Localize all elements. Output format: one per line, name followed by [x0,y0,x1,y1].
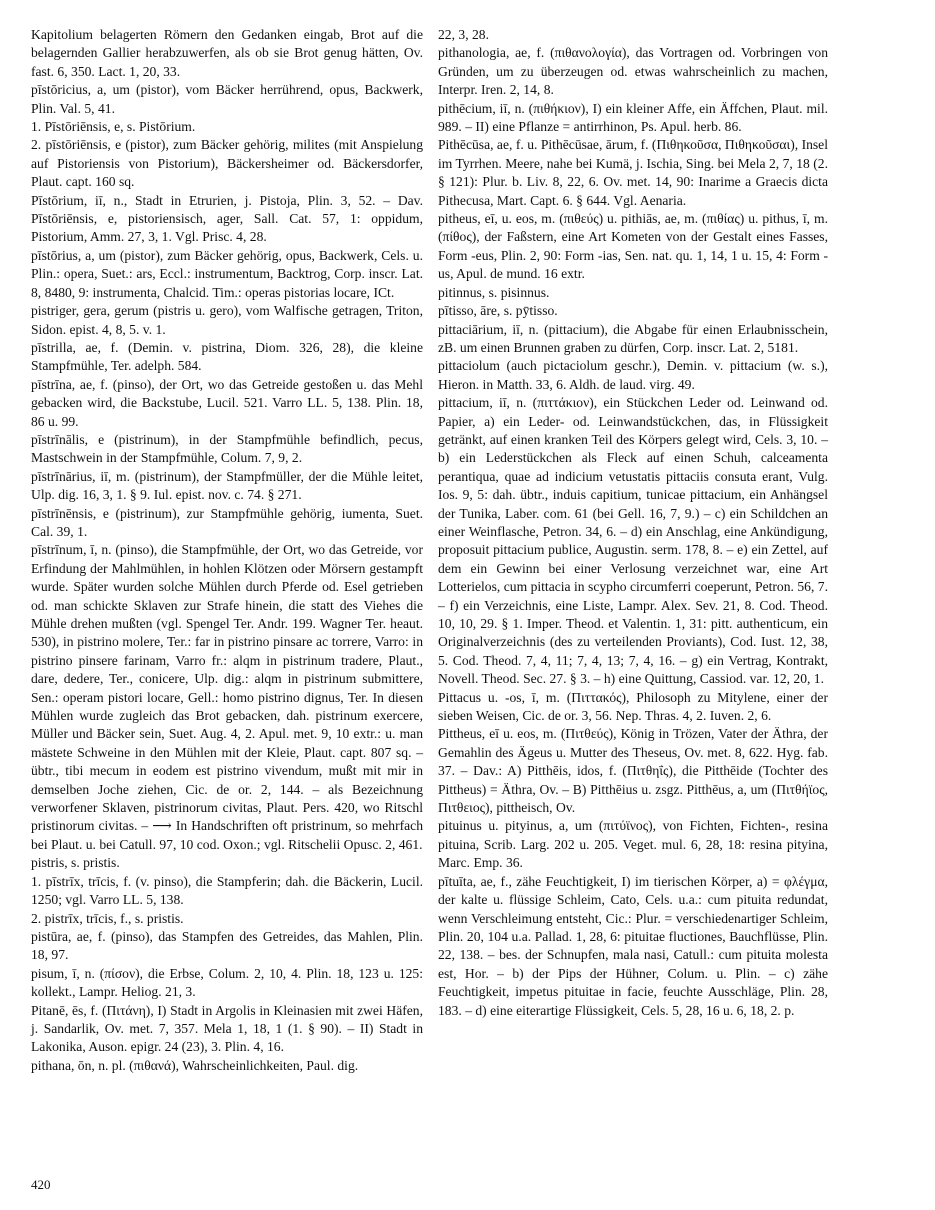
entry-pitane: Pitanē, ēs, f. (Πιτάνη), I) Stadt in Argolis in Kleinasien mit zwei Häfen, j. Sandarlik, Ov. met. 7, 357. Mela 1, 18, 1 (1. § 90). – II) Stadt in Lakonika, Auson. epigr. 24 (23), 3. Plin. 4, 16. [31,1002,423,1055]
entry-pistrinum: pīstrīnum, ī, n. (pinso), die Stampfmühle, der Ort, wo das Getreide, vor Erfindung der Mahlmühlen, in hohlen Klötzen oder Mörsern gestampft wurde. Später wurden solche Mühlen durch Pferde od. Esel getrieben od. man schickte Sklaven zur Strafe hinein, die statt des Viehes die Mühle drehen mußten (vgl. Spengel Ter. Andr. 199. Wagner Ter. heaut. 530), in pistrino molere, Ter.: far in pistrino pinsare ac torrere, Varro: in pistrino pinsere farinam, Varro fr.: alqm in pistrinum tradere, Plaut., dare, dedere, Ter., conicere, Ulp. dig.: alqm in pistrinum submittere, Sen.: operam pistori locare, Gell.: homo pistrino dignus, Ter. In diesen Mühlen wurde zugleich das Brot gebacken, dah. pistrinum exercere, Müller und Bäcker sein, Suet. Aug. 4, 2. Apul. met. 9, 10 extr.: u. man mästete Schweine in den Mühlen mit der Kleie, Plaut. capt. 807 sq. – übtr., tibi mecum in eodem est pistrino vivendum, mußt mit mir in demselben Joche ziehen, Cic. de or. 2, 144. – als Bezeichnung verworfener Sklaven, pistrinorum civitas, Plaut. Pers. 420, wo Ritschl pristinorum civitas. – ⟶ In Handschriften oft pristrinum, so mehrfach bei Plaut. u. bei Catull. 97, 10 cod. Oxon.; vgl. Ritschelii Opusc. 2, 461. [31,542,423,852]
entry-pitheus: pitheus, eī, u. eos, m. (πιθεύς) u. pithiās, ae, m. (πιθίας) u. pithus, ī, m. (πίθος), der Faßstern, eine Art Kometen von der Gestalt eines Fasses, Form -eus, Plin. 2, 90: Form -ias, Sen. nat. qu. 1, 14, 1 u. 15, 4: Form -us, Apul. de mund. 16 extr. [438,211,828,282]
entry-pistoricius: pīstōricius, a, um (pistor), vom Bäcker herrührend, opus, Backwerk, Plin. Val. 5, 41. [31,82,423,116]
entry-pistriger: pistriger, gera, gerum (pistris u. gero), vom Walfische getragen, Triton, Sidon. epist. 4, 8, 5. v. 1. [31,303,423,337]
entry-pitinnus: pitinnus, s. pisinnus. [438,284,550,300]
entry-pisum: pisum, ī, n. (πίσον), die Erbse, Colum. 2, 10, 4. Plin. 18, 123 u. 125: kollekt., Lampr. Heliog. 21, 3. [31,965,423,1000]
entry-pistrix-2: 2. pistrīx, trīcis, f., s. pristis. [31,910,184,926]
entry-pistorius: pīstōrius, a, um (pistor), zum Bäcker gehörig, opus, Backwerk, Cels. u. Plin.: opera, Suet.: ars, Eccl.: instrumentum, Backtrog, Corp. inscr. Lat. 8, 8480, 9: instrumenta, Chalcid. Tim.: operas pistorias locare, ICt. [31,247,423,300]
entry-pistrinensis: pīstrīnēnsis, e (pistrinum), zur Stampfmühle gehörig, iumenta, Suet. Cal. 39, 1. [31,505,423,539]
entry-pithecusa: Pithēcūsa, ae, f. u. Pithēcūsae, ārum, f. (Πιθηκοῦσα, Πιθηκοῦσαι), Insel im Tyrrhen. Meere, nahe bei Kumä, j. Ischia, Sing. bei Mela 2, 7, 18 (2. § 121): Plur. b. Liv. 8, 22, 6. Ov. met. 14, 90: Inarime a Graecis dicta Pithecusa, Mart. Capt. 6. § 644. Vgl. Aenaria. [438,137,828,208]
entry-pistura: pistūra, ae, f. (pinso), das Stampfen des Getreides, das Mahlen, Plin. 18, 97. [31,928,423,963]
entry-pitisso: pītisso, āre, s. pȳtisso. [438,303,558,319]
entry-pituinus: pituinus u. pityinus, a, um (πιτύϊνος), von Fichten, Fichten-, resina pituina, Scrib. Larg. 202 u. 205. Veget. mul. 6, 28, 18: resina pityina, Marc. Emp. 36. [438,818,828,871]
entry-pithana-continuation: 22, 3, 28. [438,27,489,42]
entry-pistoriensis-1: 1. Pīstōriēnsis, e, s. Pistōrium. [31,119,196,135]
entry-pistris: pistris, s. pristis. [31,855,120,871]
entry-pituita: pītuīta, ae, f., zähe Feuchtigkeit, I) im tierischen Körper, a) = φλέγμα, der kalte u. flüssige Schleim, Cato, Cels. u.a.: cum pituita redundat, wenn Verschleimung entsteht, Cic.: Plur. = verschiedenartiger Schleim, Plin. 20, 104 u.a. Pallad. 1, 28, 6: pituitae fluctiones, Bauchflüsse, Plin. 22, 138. – bes. der Schnupfen, mala nasi, Catull.: cum pituita molesta est, Hor. – b) der Pips der Hühner, Colum. u. Plin. – c) zähe Feuchtigkeit, impetus pituitae in facie, feuchte Ausschläge, Plin. 28, 183. – d) eine eiterartige Flüssigkeit, Cels. 5, 28, 16 u. 6, 18, 2. p. [438,873,828,1018]
entry-pistrinalis: pīstrīnālis, e (pistrinum), in der Stampfmühle befindlich, pecus, Mastschwein in der Stampfmühle, Colum. 7, 9, 2. [31,431,423,466]
page-number: 420 [31,1177,51,1192]
entry-pistrix-1: 1. pīstrīx, trīcis, f. (v. pinso), die Stampferin; dah. die Bäckerin, Lucil. 1250; vgl. Varro LL. 5, 138. [31,873,423,908]
right-column [438,26,828,1020]
entry-pithana: pithana, ōn, n. pl. (πιθανά), Wahrscheinlichkeiten, Paul. dig. [31,1057,359,1073]
entry-pittaciolum: pittaciolum (auch pictaciolum geschr.), Demin. v. pittacium (w. s.), Hieron. in Matth. 33, 6. Aldh. de laud. virg. 49. [438,358,828,392]
entry-pistrilla: pīstrilla, ae, f. (Demin. v. pistrina, Diom. 326, 28), die kleine Stampfmühle, Ter. adelph. 584. [31,339,423,374]
entry-pittaciarium: pittaciārium, iī, n. (pittacium), die Abgabe für einen Erlaubnisschein, zB. um einen Brunnen graben zu dürfen, Corp. inscr. Lat. 2, 5181. [438,321,828,355]
entry-pistorium: Pīstōrium, iī, n., Stadt in Etrurien, j. Pistoja, Plin. 3, 52. – Dav. Pīstōriēnsis, e, pistoriensisch, ager, Sall. Cat. 57, 1: oppidum, Pistorium, Amm. 27, 3, 1. Vgl. Prisc. 4, 28. [31,192,423,245]
entry-kapitolium-continuation: Kapitolium belagerten Römern den Gedanken eingab, Brot auf die belagernden Gallier herabzuwerfen, als ob sie Brot genug hätten, Ov. fast. 6, 350. Lact. 1, 20, 33. [31,27,423,79]
entry-pistrinarius: pīstrīnārius, iī, m. (pistrinum), der Stampfmüller, der die Mühle leitet, Ulp. dig. 16, 3, 1. § 9. Iul. epist. nov. c. 74. § 271. [31,468,423,503]
entry-pithanologia: pithanologia, ae, f. (πιθανολογία), das Vortragen od. Vorbringen von Gründen, um zu überzeugen od. etwas wahrscheinlich zu machen, Interpr. Iren. 2, 14, 8. [438,45,828,98]
entry-pithecium: pithēcium, iī, n. (πιθήκιον), I) ein kleiner Affe, ein Äffchen, Plaut. mil. 989. – II) eine Pflanze = antirrhinon, Ps. Apul. herb. 86. [438,100,828,135]
entry-pittacus: Pittacus u. -os, ī, m. (Πιττακός), Philosoph zu Mitylene, einer der sieben Weisen, Cic. de or. 3, 56. Nep. Thras. 4, 2. Iuven. 2, 6. [438,689,828,724]
entry-pistoriensis-2: 2. pīstōriēnsis, e (pistor), zum Bäcker gehörig, milites (mit Anspielung auf Pistoriensis von Pistorium), Bäckersheimer od. Bäckersdorfer, Plaut. capt. 160 sq. [31,137,423,190]
entry-pistrina: pīstrīna, ae, f. (pinso), der Ort, wo das Getreide gestoßen u. das Mehl gebacken wird, die Backstube, Lucil. 521. Varro LL. 5, 138. Plin. 18, 86 u. 99. [31,376,423,429]
entry-pittheus: Pittheus, eī u. eos, m. (Πιτθεύς), König in Trözen, Vater der Äthra, der Gemahlin des Ägeus u. Mutter des Theseus, Ov. met. 8, 622. Hyg. fab. 37. – Dav.: A) Pitthēis, idos, f. (Πιτθηΐς), die Pitthēide (Tochter des Pittheus) = Äthra, Ov. – B) Pitthēius u. zsgz. Pitthēus, a, um (Πιτθήϊος, Πιτθειος), pittheisch, Ov. [438,726,828,816]
entry-pittacium: pittacium, iī, n. (πιττάκιον), ein Stückchen Leder od. Leinwand od. Papier, a) ein Leder- od. Leinwandstückchen, das, in Flüssigkeit getränkt, auf einen kranken Teil des Körpers gelegt wird, Cels. 3, 10. – b) ein Lederstückchen als Fleck auf einen Schuh, calceamenta perantiqua, quae ad indicium vetustatis pittaciis consuta erant, Vulg. Ios. 9, 5: dah. übtr., induis capitium, tunicae pittacium, ein Anhängsel der Tunika, Laber. com. 61 (bei Gell. 16, 7, 9.) – c) ein Schildchen an einer Weinflasche, Petron. 34, 6. – d) ein Anschlag, eine Ankündigung, proposuit pittacium publice, Augustin. serm. 178, 8. – e) ein Zettel, auf dem ein Gewinn bei einer Verlosung verzeichnet war, eine Art Lotterielos, cum pittacia in scypho circumferri coeperunt, Petron. 56, 7. – f) ein Verzeichnis, eine Liste, Lampr. Alex. Sev. 21, 8. Cod. Theod. 10, 10, 29. § 1. Imper. Theod. et Valentin. 1, 31: pitt. authenticum, ein Originalverzeichnis (des zu verteilenden Proviants), Cod. Iust. 12, 38, 5. Cod. Theod. 7, 4, 11; 7, 4, 13; 7, 4, 16. – g) ein Vertrag, Kontrakt, Novell. Theod. Sec. 27. § 3. – h) eine Quittung, Cassiod. var. 12, 20, 1. [438,395,828,687]
left-column [31,26,423,1075]
